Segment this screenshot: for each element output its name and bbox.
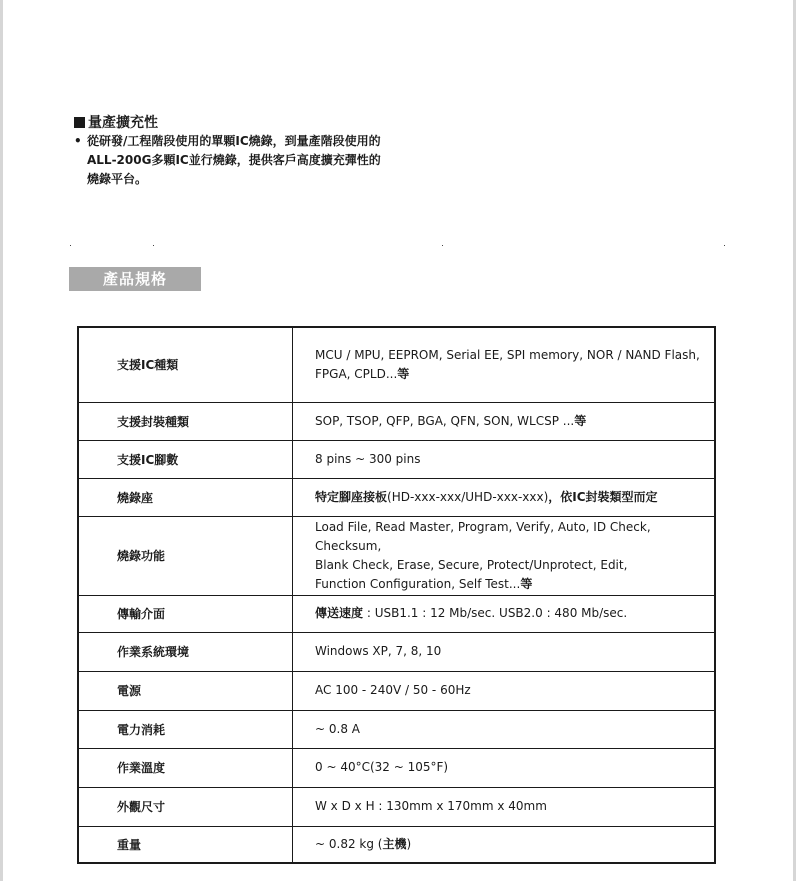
spec-value-text: Function Configuration, Self Test... [315, 576, 521, 591]
spec-value-line [315, 797, 704, 816]
spec-value-line [315, 758, 704, 777]
spec-value-text: AC 100 - 240V / 50 - 60Hz [315, 683, 471, 697]
spec-row [78, 826, 715, 863]
spec-row [78, 710, 715, 748]
section-description [74, 132, 494, 189]
spec-value-suffix: 等 [397, 366, 410, 381]
page-left-border [0, 0, 3, 881]
spec-label: 傳輸介面 [78, 595, 293, 632]
stray-dot [70, 245, 71, 246]
spec-value-text: ~ 0.8 A [315, 721, 360, 736]
spec-value-text: Load File, Read Master, Program, Verify, Auto, ID Check, Checksum, [315, 519, 651, 553]
spec-value-text: : USB1.1 : 12 Mb/sec. USB2.0 : 480 Mb/sec. [363, 606, 628, 620]
stray-dot [724, 245, 725, 246]
spec-value-text: ~ 0.82 kg ( [315, 836, 383, 851]
stray-dot [153, 245, 154, 246]
spec-value-line [315, 518, 704, 556]
spec-label: 作業系統環境 [78, 632, 293, 671]
spec-row [78, 787, 715, 826]
spec-value-line [315, 365, 704, 384]
spec-value-text: SOP, TSOP, QFP, BGA, QFN, SON, WLCSP ... [315, 413, 575, 428]
bullet-icon: • [74, 134, 82, 148]
description-line: 從研發/工程階段使用的單顆IC燒錄，到量產階段使用的 [87, 134, 381, 148]
spec-value [293, 671, 716, 710]
spec-value [293, 595, 716, 632]
spec-value-text: 8 pins ~ 300 pins [315, 451, 421, 466]
spec-label: 支援封裝種類 [78, 402, 293, 440]
spec-label: 支援IC種類 [78, 327, 293, 402]
spec-value-text: 0 ~ 40°C(32 ~ 105°F) [315, 760, 449, 774]
spec-table [77, 326, 716, 864]
spec-value-line [315, 556, 704, 575]
spec-value-line [315, 835, 704, 854]
spec-row [78, 402, 715, 440]
spec-heading-tab: 產品規格 [69, 267, 201, 291]
spec-value [293, 710, 716, 748]
spec-value-text: FPGA, CPLD... [315, 366, 398, 381]
spec-label: 支援IC腳數 [78, 440, 293, 478]
spec-row [78, 440, 715, 478]
spec-value-line [315, 575, 704, 594]
spec-value-line [315, 720, 704, 739]
spec-value-line [315, 450, 704, 469]
spec-value [293, 748, 716, 787]
spec-label: 作業溫度 [78, 748, 293, 787]
spec-row [78, 595, 715, 632]
spec-value-suffix: 等 [574, 413, 587, 428]
spec-value-prefix: 傳送速度 [315, 606, 364, 620]
spec-value-line [315, 604, 704, 623]
spec-value [293, 826, 716, 863]
spec-value-line [315, 642, 704, 661]
spec-value-prefix: 特定腳座接板 [315, 489, 388, 504]
spec-label: 重量 [78, 826, 293, 863]
spec-value-text: Windows XP, 7, 8, 10 [315, 644, 442, 658]
spec-value-text: (HD-xxx-xxx/UHD-xxx-xxx) [387, 489, 549, 504]
description-line: 燒錄平台。 [87, 172, 148, 186]
stray-dot [442, 245, 443, 246]
spec-value-line [315, 412, 704, 431]
spec-value-line [315, 681, 704, 700]
spec-label: 燒錄功能 [78, 516, 293, 595]
black-square-icon [74, 117, 85, 128]
spec-row [78, 632, 715, 671]
section-title [74, 112, 158, 132]
spec-value [293, 632, 716, 671]
spec-label: 外觀尺寸 [78, 787, 293, 826]
spec-value [293, 516, 716, 595]
spec-value-text: W x D x H : 130mm x 170mm x 40mm [315, 799, 547, 813]
spec-row [78, 478, 715, 516]
section-title-text: 量產擴充性 [88, 115, 158, 131]
spec-value [293, 478, 716, 516]
description-line: ALL-200G多顆IC並行燒錄，提供客戶高度擴充彈性的 [87, 153, 381, 167]
spec-value-text: Blank Check, Erase, Secure, Protect/Unprotect, Edit, [315, 557, 628, 572]
spec-value [293, 440, 716, 478]
spec-value-suffix: 等 [520, 576, 533, 591]
spec-value [293, 787, 716, 826]
spec-value-line [315, 488, 704, 507]
spec-row [78, 671, 715, 710]
spec-value-suffix: ) [406, 836, 412, 851]
spec-value-text: MCU / MPU, EEPROM, Serial EE, SPI memory, NOR / NAND Flash, [315, 347, 700, 362]
spec-label: 電力消耗 [78, 710, 293, 748]
spec-value [293, 402, 716, 440]
spec-value-line [315, 346, 704, 365]
spec-label: 燒錄座 [78, 478, 293, 516]
spec-row [78, 748, 715, 787]
spec-value-suffix: ，依IC封裝類型而定 [548, 489, 658, 504]
spec-value [293, 327, 716, 402]
spec-label: 電源 [78, 671, 293, 710]
spec-value-suffix: 主機 [382, 836, 407, 851]
spec-row [78, 516, 715, 595]
spec-row [78, 327, 715, 402]
